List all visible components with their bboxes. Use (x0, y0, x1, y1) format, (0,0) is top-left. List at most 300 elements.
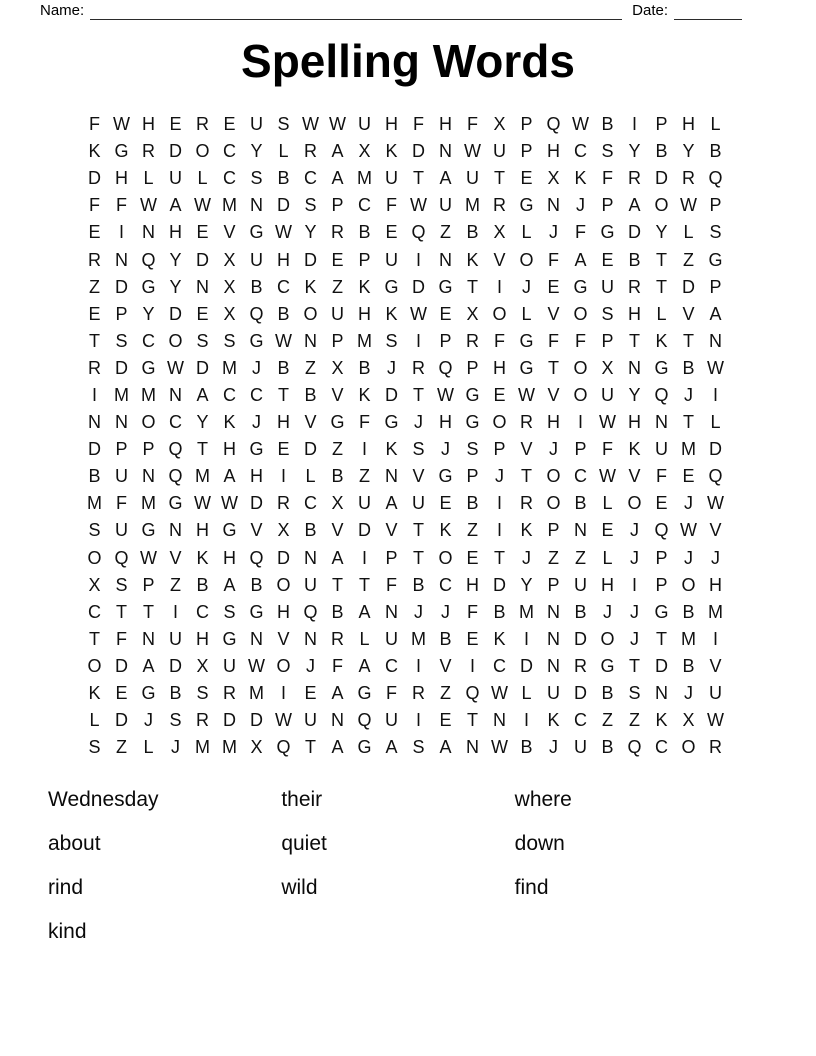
grid-letter: H (682, 114, 695, 135)
grid-letter: B (169, 683, 182, 704)
grid-letter: P (655, 547, 668, 568)
grid-letter: S (412, 737, 425, 758)
grid-letter: C (223, 141, 236, 162)
grid-letter: G (222, 520, 237, 541)
grid-letter: A (169, 195, 182, 216)
grid-letter: N (250, 628, 263, 649)
grid-letter: B (682, 357, 695, 378)
grid-letter: K (88, 683, 101, 704)
grid-letter: A (385, 737, 398, 758)
grid-letter: W (707, 493, 724, 514)
grid-letter: S (277, 114, 290, 135)
grid-letter: X (223, 276, 236, 297)
grid-letter: A (574, 249, 587, 270)
grid-letter: G (708, 249, 723, 270)
grid-letter: S (88, 520, 101, 541)
grid-letter: Y (142, 303, 155, 324)
grid-letter: A (439, 737, 452, 758)
grid-letter: V (250, 520, 263, 541)
grid-letter: Z (116, 737, 127, 758)
grid-letter: D (169, 141, 182, 162)
grid-letter: F (602, 168, 613, 189)
grid-letter: X (223, 249, 236, 270)
grid-letter: U (358, 493, 371, 514)
grid-letter: G (249, 330, 264, 351)
grid-letter: D (574, 683, 587, 704)
grid-letter: B (277, 168, 290, 189)
grid-letter: T (413, 384, 424, 405)
grid-letter: Y (655, 222, 668, 243)
grid-letter: B (466, 493, 479, 514)
grid-letter: A (223, 574, 236, 595)
grid-letter: X (196, 655, 209, 676)
grid-letter: Y (682, 141, 695, 162)
grid-letter: L (710, 114, 721, 135)
grid-letter: R (412, 357, 425, 378)
grid-letter: U (412, 493, 425, 514)
grid-letter: N (574, 520, 587, 541)
grid-letter: I (172, 601, 178, 622)
grid-letter: L (521, 222, 532, 243)
grid-letter: M (222, 357, 237, 378)
grid-letter: J (576, 195, 585, 216)
grid-letter: P (709, 276, 722, 297)
grid-letter: J (549, 737, 558, 758)
grid-letter: W (599, 412, 616, 433)
grid-letter: E (520, 168, 533, 189)
grid-letter: V (493, 249, 506, 270)
grid-letter: N (304, 547, 317, 568)
grid-letter: U (223, 655, 236, 676)
grid-letter: X (250, 737, 263, 758)
grid-letter: D (628, 222, 641, 243)
grid-letter: S (115, 574, 128, 595)
grid-letter: F (602, 439, 613, 460)
grid-letter: F (116, 628, 127, 649)
grid-letter: O (600, 628, 615, 649)
grid-letter: N (385, 466, 398, 487)
grid-letter: X (493, 114, 506, 135)
grid-letter: I (496, 493, 502, 514)
grid-letter: M (141, 384, 156, 405)
grid-letter: J (252, 412, 261, 433)
grid-letter: K (520, 520, 533, 541)
grid-letter: F (467, 601, 478, 622)
grid-letter: O (438, 547, 453, 568)
grid-letter: N (493, 710, 506, 731)
grid-letter: O (492, 303, 507, 324)
grid-letter: B (709, 141, 722, 162)
grid-letter: E (439, 710, 452, 731)
grid-letter: A (331, 737, 344, 758)
grid-letter: M (357, 330, 372, 351)
grid-letter: E (196, 222, 209, 243)
grid-letter: R (520, 493, 533, 514)
word-list-item: kind (48, 920, 87, 943)
grid-letter: Y (169, 276, 182, 297)
grid-letter: W (707, 357, 724, 378)
grid-letter: Z (359, 466, 370, 487)
grid-letter: R (223, 683, 236, 704)
grid-letter: Q (114, 547, 129, 568)
grid-letter: G (465, 384, 480, 405)
grid-letter: M (708, 601, 723, 622)
grid-letter: J (684, 384, 693, 405)
grid-letter: O (546, 493, 561, 514)
grid-letter: Q (708, 168, 723, 189)
grid-letter: Q (438, 357, 453, 378)
grid-letter: I (361, 439, 367, 460)
grid-letter: U (169, 168, 182, 189)
grid-letter: B (493, 601, 506, 622)
grid-letter: T (656, 276, 667, 297)
grid-letter: W (248, 655, 265, 676)
grid-letter: O (681, 737, 696, 758)
grid-letter: G (600, 222, 615, 243)
grid-letter: J (711, 547, 720, 568)
grid-letter: L (602, 547, 613, 568)
grid-letter: U (385, 168, 398, 189)
grid-letter: E (547, 276, 560, 297)
grid-letter: W (410, 303, 427, 324)
word-list (48, 778, 748, 954)
grid-letter: M (114, 384, 129, 405)
grid-letter: U (655, 439, 668, 460)
grid-letter: J (522, 547, 531, 568)
grid-letter: Q (411, 222, 426, 243)
grid-letter: O (276, 655, 291, 676)
grid-letter: M (519, 601, 534, 622)
grid-letter: P (142, 439, 155, 460)
grid-letter: B (304, 520, 317, 541)
grid-letter: V (385, 520, 398, 541)
grid-letter: S (601, 303, 614, 324)
grid-letter: N (547, 628, 560, 649)
grid-letter: K (385, 141, 398, 162)
grid-letter: D (250, 710, 263, 731)
word-list-item: rind (48, 876, 84, 899)
grid-letter: L (305, 466, 316, 487)
grid-letter: C (223, 168, 236, 189)
grid-letter: L (656, 303, 667, 324)
grid-letter: W (275, 330, 292, 351)
grid-letter: M (195, 737, 210, 758)
grid-letter: E (601, 520, 614, 541)
grid-letter: N (655, 412, 668, 433)
grid-letter: B (331, 601, 344, 622)
grid-letter: M (411, 628, 426, 649)
grid-letter: G (357, 737, 372, 758)
grid-letter: X (466, 303, 479, 324)
grid-letter: R (412, 683, 425, 704)
grid-letter: G (384, 412, 399, 433)
grid-letter: B (520, 737, 533, 758)
grid-letter: U (250, 114, 263, 135)
grid-letter: F (656, 466, 667, 487)
grid-letter: R (304, 141, 317, 162)
grid-letter: E (169, 114, 182, 135)
grid-letter: B (574, 601, 587, 622)
grid-letter: U (466, 168, 479, 189)
grid-letter: I (496, 276, 502, 297)
grid-letter: J (171, 737, 180, 758)
grid-letter: G (330, 412, 345, 433)
grid-letter: P (493, 439, 506, 460)
grid-letter: I (280, 683, 286, 704)
grid-letter: D (385, 384, 398, 405)
grid-letter: U (601, 276, 614, 297)
grid-letter: U (385, 710, 398, 731)
grid-letter: J (441, 601, 450, 622)
grid-letter: F (116, 195, 127, 216)
grid-letter: Y (628, 141, 641, 162)
word-search-grid (81, 111, 729, 761)
grid-letter: G (114, 141, 129, 162)
grid-letter: K (304, 276, 317, 297)
grid-letter: W (572, 114, 589, 135)
word-list-item: where (514, 788, 572, 811)
grid-letter: K (196, 547, 209, 568)
grid-letter: P (547, 574, 560, 595)
grid-letter: E (655, 493, 668, 514)
grid-letter: X (331, 493, 344, 514)
grid-letter: W (410, 195, 427, 216)
grid-letter: Y (520, 574, 533, 595)
grid-letter: T (494, 168, 505, 189)
grid-letter: Q (546, 114, 561, 135)
grid-letter: L (89, 710, 100, 731)
grid-letter: P (709, 195, 722, 216)
grid-letter: L (602, 493, 613, 514)
grid-letter: N (331, 710, 344, 731)
grid-letter: F (467, 114, 478, 135)
grid-letter: O (168, 330, 183, 351)
grid-letter: N (385, 601, 398, 622)
grid-letter: T (683, 412, 694, 433)
grid-letter: J (549, 222, 558, 243)
grid-letter: O (573, 384, 588, 405)
grid-letter: W (680, 195, 697, 216)
grid-letter: G (168, 493, 183, 514)
grid-letter: N (115, 249, 128, 270)
grid-letter: B (682, 655, 695, 676)
grid-letter: S (223, 601, 236, 622)
grid-letter: M (222, 195, 237, 216)
grid-letter: C (223, 384, 236, 405)
grid-letter: D (493, 574, 506, 595)
grid-letter: T (89, 330, 100, 351)
grid-letter: J (522, 276, 531, 297)
grid-letter: U (574, 574, 587, 595)
grid-letter: A (142, 655, 155, 676)
grid-letter: H (196, 520, 209, 541)
grid-letter: Z (332, 439, 343, 460)
grid-letter: O (492, 412, 507, 433)
grid-letter: P (385, 547, 398, 568)
grid-letter: I (631, 574, 637, 595)
grid-letter: W (680, 520, 697, 541)
grid-letter: B (250, 574, 263, 595)
grid-letter: A (331, 168, 344, 189)
grid-letter: P (331, 195, 344, 216)
grid-letter: I (631, 114, 637, 135)
grid-letter: V (331, 384, 344, 405)
grid-letter: P (547, 520, 560, 541)
grid-letter: I (280, 466, 286, 487)
grid-letter: A (223, 466, 236, 487)
grid-letter: G (249, 439, 264, 460)
grid-letter: B (601, 683, 614, 704)
grid-letter: I (496, 520, 502, 541)
grid-letter: A (385, 493, 398, 514)
grid-letter: X (358, 141, 371, 162)
grid-letter: J (387, 357, 396, 378)
grid-letter: V (304, 412, 317, 433)
grid-letter: K (466, 249, 479, 270)
grid-letter: J (630, 547, 639, 568)
grid-letter: J (603, 601, 612, 622)
grid-letter: D (655, 655, 668, 676)
grid-letter: C (250, 384, 263, 405)
grid-letter: F (386, 683, 397, 704)
grid-letter: G (519, 195, 534, 216)
grid-letter: G (654, 357, 669, 378)
grid-letter: N (196, 276, 209, 297)
grid-letter: N (142, 222, 155, 243)
grid-letter: N (169, 520, 182, 541)
grid-letter: G (357, 683, 372, 704)
grid-letter: A (196, 384, 209, 405)
grid-letter: K (223, 412, 236, 433)
grid-letter: T (305, 737, 316, 758)
grid-letter: V (169, 547, 182, 568)
grid-letter: D (574, 628, 587, 649)
grid-letter: X (223, 303, 236, 324)
grid-letter: W (437, 384, 454, 405)
word-list-column (48, 778, 281, 954)
grid-letter: P (466, 466, 479, 487)
grid-letter: H (250, 466, 263, 487)
word-list-item: about (48, 832, 101, 855)
grid-letter: H (439, 412, 452, 433)
grid-letter: Q (654, 520, 669, 541)
grid-letter: A (628, 195, 641, 216)
grid-letter: T (413, 520, 424, 541)
grid-letter: P (115, 303, 128, 324)
grid-letter: O (546, 466, 561, 487)
grid-letter: T (521, 466, 532, 487)
grid-letter: W (518, 384, 535, 405)
grid-letter: D (88, 168, 101, 189)
grid-letter: T (89, 628, 100, 649)
grid-letter: G (519, 330, 534, 351)
grid-letter: D (88, 439, 101, 460)
grid-letter: D (709, 439, 722, 460)
grid-letter: H (223, 439, 236, 460)
grid-letter: I (118, 222, 124, 243)
grid-letter: A (331, 141, 344, 162)
grid-letter: I (415, 710, 421, 731)
grid-letter: J (252, 357, 261, 378)
grid-letter: O (195, 141, 210, 162)
grid-letter: R (196, 710, 209, 731)
grid-letter: O (141, 412, 156, 433)
grid-letter: M (195, 466, 210, 487)
word-list-item: Wednesday (48, 788, 159, 811)
grid-letter: L (143, 168, 154, 189)
grid-letter: G (519, 357, 534, 378)
grid-letter: Z (305, 357, 316, 378)
grid-letter: D (115, 655, 128, 676)
grid-letter: M (249, 683, 264, 704)
date-label: Date: (632, 2, 668, 19)
grid-letter: S (709, 222, 722, 243)
grid-letter: S (601, 141, 614, 162)
grid-letter: E (439, 303, 452, 324)
grid-letter: W (599, 466, 616, 487)
grid-letter: D (520, 655, 533, 676)
date-fill-line (674, 4, 742, 20)
grid-letter: J (684, 547, 693, 568)
grid-letter: O (681, 574, 696, 595)
grid-letter: B (601, 114, 614, 135)
grid-letter: S (115, 330, 128, 351)
word-list-column (515, 778, 748, 954)
grid-letter: T (413, 547, 424, 568)
name-fill-line (90, 4, 622, 20)
grid-letter: K (574, 168, 587, 189)
grid-letter: K (385, 439, 398, 460)
grid-letter: V (547, 384, 560, 405)
grid-letter: H (628, 412, 641, 433)
grid-letter: U (331, 303, 344, 324)
grid-letter: T (413, 168, 424, 189)
grid-letter: N (709, 330, 722, 351)
grid-letter: Q (654, 384, 669, 405)
grid-letter: T (359, 574, 370, 595)
grid-letter: G (438, 276, 453, 297)
grid-letter: Y (304, 222, 317, 243)
grid-letter: V (412, 466, 425, 487)
grid-letter: K (655, 330, 668, 351)
grid-letter: N (304, 628, 317, 649)
grid-letter: U (385, 628, 398, 649)
grid-letter: S (466, 439, 479, 460)
grid-letter: Q (168, 466, 183, 487)
grid-letter: V (709, 655, 722, 676)
grid-letter: Z (440, 222, 451, 243)
grid-letter: D (169, 303, 182, 324)
grid-letter: B (655, 141, 668, 162)
grid-letter: Q (465, 683, 480, 704)
grid-letter: Q (303, 601, 318, 622)
grid-letter: B (466, 222, 479, 243)
grid-letter: R (628, 276, 641, 297)
grid-letter: N (304, 330, 317, 351)
grid-letter: Z (170, 574, 181, 595)
grid-letter: D (304, 439, 317, 460)
grid-letter: U (358, 114, 371, 135)
grid-letter: X (682, 710, 695, 731)
grid-letter: H (223, 547, 236, 568)
grid-letter: F (575, 222, 586, 243)
grid-letter: T (143, 601, 154, 622)
grid-letter: N (628, 357, 641, 378)
grid-letter: N (547, 655, 560, 676)
grid-letter: D (412, 276, 425, 297)
grid-letter: H (142, 114, 155, 135)
grid-letter: H (709, 574, 722, 595)
